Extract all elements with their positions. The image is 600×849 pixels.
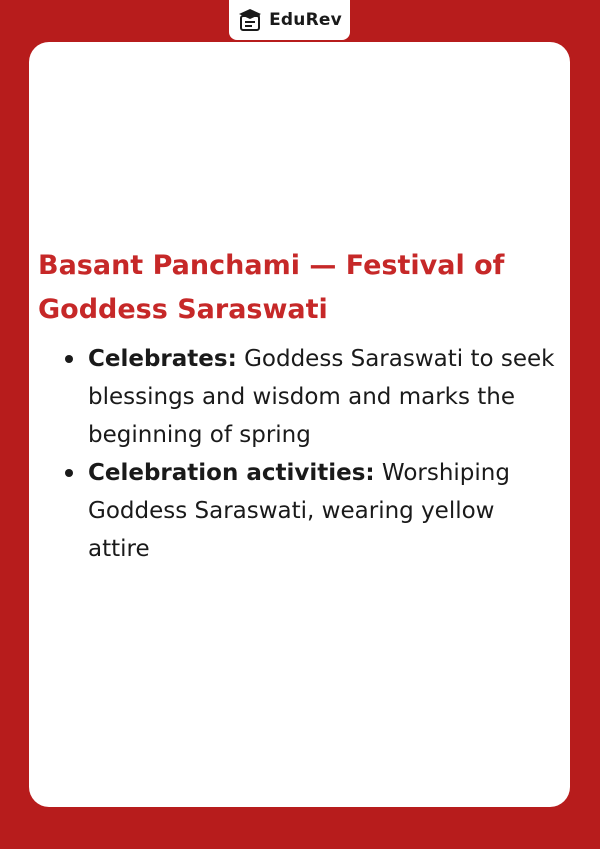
graduation-cap-icon (237, 7, 263, 33)
bullet-item (62, 454, 562, 568)
bullet-label: Celebration activities: (88, 460, 375, 486)
bullet-list (62, 340, 562, 568)
brand-logo (229, 0, 350, 40)
bullet-text: Worshiping Goddess Saraswati, wearing yellow attire (88, 460, 510, 562)
page-title: Basant Panchami — Festival of Goddess Saraswati (38, 250, 505, 325)
bullet-item (62, 340, 562, 454)
brand-name: EduRev (269, 10, 342, 30)
bullet-text: Goddess Saraswati to seek blessings and wisdom and marks the beginning of spring (88, 346, 555, 448)
bullet-label: Celebrates: (88, 346, 237, 372)
